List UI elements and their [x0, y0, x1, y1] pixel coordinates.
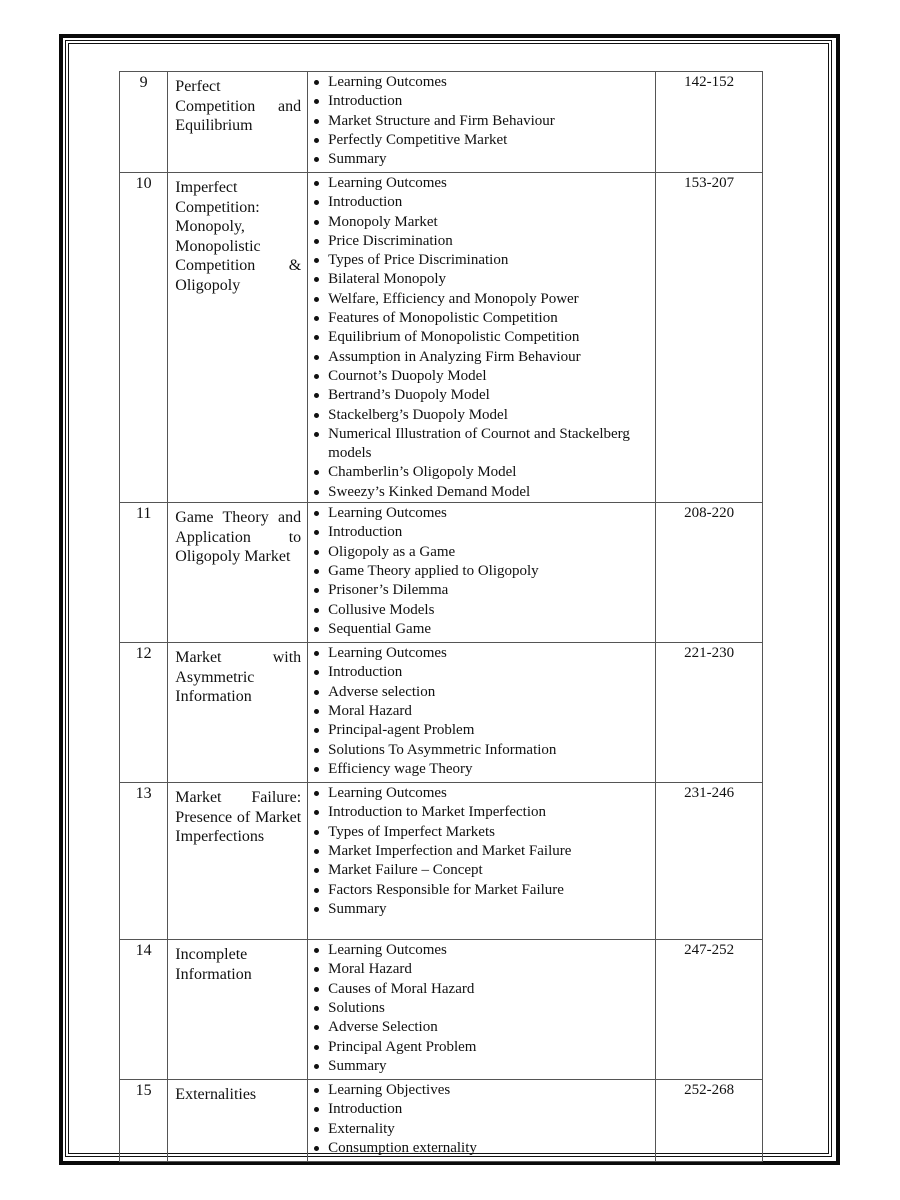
- topic-text: Principal Agent Problem: [328, 1038, 477, 1055]
- topic-text: Collusive Models: [328, 601, 435, 618]
- topic-item: [308, 823, 651, 842]
- topics-cell: [308, 783, 656, 940]
- topic-item: [308, 270, 651, 289]
- topic-text: Market Imperfection and Market Failure: [328, 842, 572, 859]
- bullet-icon: [314, 868, 319, 873]
- table-of-contents: [119, 71, 763, 1162]
- bullet-icon: [314, 728, 319, 733]
- topics-cell: [308, 503, 656, 643]
- topic-text: Summary: [328, 900, 387, 917]
- topic-text: Learning Objectives: [328, 1082, 451, 1099]
- topic-text: Monopoly Market: [328, 213, 438, 230]
- bullet-icon: [314, 1064, 319, 1069]
- bullet-icon: [314, 670, 319, 675]
- topic-text: Learning Outcomes: [328, 74, 447, 90]
- topic-item: [308, 980, 651, 999]
- topic-item: [308, 1120, 651, 1139]
- bullet-icon: [314, 1006, 319, 1011]
- topic-item: [308, 463, 651, 482]
- topic-text: Sequential Game: [328, 620, 432, 637]
- topic-text: Introduction: [328, 194, 403, 211]
- page-range: 208-220: [656, 503, 763, 643]
- bullet-icon: [314, 569, 319, 574]
- topic-list: [308, 643, 655, 779]
- topic-item: [308, 73, 651, 92]
- topic-text: Efficiency wage Theory: [328, 760, 473, 777]
- topic-text: Bilateral Monopoly: [328, 271, 447, 288]
- topic-item: [308, 881, 651, 900]
- topics-cell: [308, 72, 656, 173]
- topic-item: [308, 581, 651, 600]
- topic-item: [308, 900, 651, 919]
- bullet-icon: [314, 470, 319, 475]
- topic-text: Stackelberg’s Duopoly Model: [328, 406, 508, 423]
- bullet-icon: [314, 830, 319, 835]
- unit-number: 15: [120, 1080, 168, 1162]
- bullet-icon: [314, 239, 319, 244]
- bullet-icon: [314, 316, 319, 321]
- unit-number: 10: [120, 173, 168, 503]
- bullet-icon: [314, 1146, 319, 1151]
- topics-cell: [308, 940, 656, 1080]
- topic-text: Factors Responsible for Market Failure: [328, 881, 564, 898]
- bullet-icon: [314, 627, 319, 632]
- bullet-icon: [314, 220, 319, 225]
- bullet-icon: [314, 490, 319, 495]
- unit-title: Incomplete Information: [175, 946, 252, 983]
- topic-item: [308, 999, 651, 1018]
- bullet-icon: [314, 277, 319, 282]
- topic-item: [308, 232, 651, 251]
- topic-text: Moral Hazard: [328, 961, 412, 978]
- unit-title-cell: [168, 503, 308, 643]
- topic-item: [308, 543, 651, 562]
- topic-item: [308, 483, 651, 502]
- topic-text: Learning Outcomes: [328, 942, 447, 959]
- bullet-icon: [314, 119, 319, 124]
- topic-item: [308, 251, 651, 270]
- unit-number: 13: [120, 783, 168, 940]
- bullet-icon: [314, 432, 319, 437]
- topics-cell: [308, 1080, 656, 1162]
- bullet-icon: [314, 967, 319, 972]
- unit-title: Imperfect Competition: Monopoly, Monopolistic Competition & Oligopoly: [175, 179, 302, 294]
- bullet-icon: [314, 393, 319, 398]
- topic-text: Adverse Selection: [328, 1019, 438, 1036]
- topic-text: Learning Outcomes: [328, 645, 447, 662]
- topic-item: [308, 1018, 651, 1037]
- bullet-icon: [314, 1107, 319, 1112]
- bullet-icon: [314, 355, 319, 360]
- topic-text: Perfectly Competitive Market: [328, 131, 508, 148]
- bullet-icon: [314, 791, 319, 796]
- topic-item: [308, 504, 651, 523]
- unit-title-cell: [168, 173, 308, 503]
- topic-item: [308, 702, 651, 721]
- bullet-icon: [314, 608, 319, 613]
- topic-item: [308, 941, 651, 960]
- unit-title: Game Theory and Application to Oligopoly Market: [175, 509, 302, 566]
- topic-text: Solutions To Asymmetric Information: [328, 741, 557, 758]
- bullet-icon: [314, 80, 319, 85]
- topic-item: [308, 663, 651, 682]
- unit-number: 9: [120, 72, 168, 173]
- topic-text: Moral Hazard: [328, 702, 412, 719]
- bullet-icon: [314, 987, 319, 992]
- topic-item: [308, 562, 651, 581]
- topic-item: [308, 386, 651, 405]
- bullet-icon: [314, 690, 319, 695]
- unit-number: 12: [120, 643, 168, 783]
- page-range: 142-152: [656, 72, 763, 173]
- topic-text: Learning Outcomes: [328, 175, 447, 191]
- topics-cell: [308, 173, 656, 503]
- bullet-icon: [314, 374, 319, 379]
- table-row: [120, 1080, 763, 1162]
- topic-item: [308, 1139, 651, 1158]
- topic-list: [308, 783, 655, 919]
- topic-text: Bertrand’s Duopoly Model: [328, 387, 490, 404]
- bullet-icon: [314, 767, 319, 772]
- topic-item: [308, 721, 651, 740]
- topic-text: Adverse selection: [328, 683, 436, 700]
- bullet-icon: [314, 709, 319, 714]
- bullet-icon: [314, 1045, 319, 1050]
- topic-text: Consumption externality: [328, 1139, 477, 1156]
- topic-item: [308, 683, 651, 702]
- bullet-icon: [314, 810, 319, 815]
- table-row: [120, 173, 763, 503]
- table-row: [120, 503, 763, 643]
- unit-title: Perfect Competition and Equilibrium: [175, 78, 302, 135]
- bullet-icon: [314, 413, 319, 418]
- topic-text: Causes of Moral Hazard: [328, 980, 475, 997]
- topic-text: Welfare, Efficiency and Monopoly Power: [328, 290, 579, 307]
- topic-item: [308, 760, 651, 779]
- topic-text: Summary: [328, 151, 387, 168]
- bullet-icon: [314, 157, 319, 162]
- topic-item: [308, 328, 651, 347]
- topic-item: [308, 803, 651, 822]
- topic-list: [308, 503, 655, 639]
- topic-text: Solutions: [328, 999, 385, 1016]
- bullet-icon: [314, 200, 319, 205]
- bullet-icon: [314, 138, 319, 143]
- unit-title: Market Failure: Presence of Market Imperfections: [175, 789, 302, 846]
- topic-text: Chamberlin’s Oligopoly Model: [328, 464, 517, 481]
- topic-text: Learning Outcomes: [328, 785, 447, 802]
- bullet-icon: [314, 297, 319, 302]
- topic-text: Introduction: [328, 1101, 403, 1118]
- topic-list: [308, 72, 655, 169]
- table-row: [120, 643, 763, 783]
- topic-text: Equilibrium of Monopolistic Competition: [328, 329, 580, 346]
- bullet-icon: [314, 258, 319, 263]
- topic-text: Sweezy’s Kinked Demand Model: [328, 483, 531, 500]
- page-range: 221-230: [656, 643, 763, 783]
- topic-item: [308, 842, 651, 861]
- topic-list: [308, 1080, 655, 1158]
- topic-item: [308, 1100, 651, 1119]
- topic-item: [308, 741, 651, 760]
- topic-item: [308, 523, 651, 542]
- bullet-icon: [314, 588, 319, 593]
- bullet-icon: [314, 335, 319, 340]
- bullet-icon: [314, 1127, 319, 1132]
- topic-text: Price Discrimination: [328, 232, 453, 249]
- topic-item: [308, 1081, 651, 1100]
- bullet-icon: [314, 530, 319, 535]
- topic-text: Numerical Illustration of Cournot and Stackelberg models: [328, 425, 630, 462]
- unit-title: Externalities: [175, 1086, 257, 1104]
- topic-text: Market Failure – Concept: [328, 862, 483, 879]
- topic-item: [308, 601, 651, 620]
- topic-item: [308, 367, 651, 386]
- bullet-icon: [314, 748, 319, 753]
- bullet-icon: [314, 948, 319, 953]
- page-range: 252-268: [656, 1080, 763, 1162]
- unit-number: 11: [120, 503, 168, 643]
- bullet-icon: [314, 907, 319, 912]
- table-row: [120, 940, 763, 1080]
- topic-item: [308, 290, 651, 309]
- page-range: 247-252: [656, 940, 763, 1080]
- bullet-icon: [314, 550, 319, 555]
- topic-item: [308, 620, 651, 639]
- table-row: [120, 72, 763, 173]
- topic-item: [308, 193, 651, 212]
- topic-item: [308, 131, 651, 150]
- table-row: [120, 783, 763, 940]
- topic-item: [308, 174, 651, 193]
- topic-item: [308, 784, 651, 803]
- topic-text: Introduction to Market Imperfection: [328, 804, 547, 821]
- toc-body: [120, 72, 763, 1162]
- topic-text: Externality: [328, 1120, 395, 1137]
- topic-item: [308, 213, 651, 232]
- topic-text: Types of Imperfect Markets: [328, 823, 495, 840]
- unit-title-cell: [168, 1080, 308, 1162]
- topic-text: Oligopoly as a Game: [328, 543, 456, 560]
- topic-list: [308, 173, 655, 502]
- topic-text: Cournot’s Duopoly Model: [328, 367, 487, 384]
- topic-item: [308, 92, 651, 111]
- topic-text: Summary: [328, 1057, 387, 1074]
- topic-text: Market Structure and Firm Behaviour: [328, 112, 555, 129]
- bullet-icon: [314, 99, 319, 104]
- topic-item: [308, 1038, 651, 1057]
- unit-title-cell: [168, 940, 308, 1080]
- topic-text: Types of Price Discrimination: [328, 252, 509, 269]
- unit-title-cell: [168, 72, 308, 173]
- topic-text: Introduction: [328, 93, 403, 110]
- topic-item: [308, 406, 651, 425]
- topic-item: [308, 309, 651, 328]
- topic-item: [308, 1057, 651, 1076]
- unit-number: 14: [120, 940, 168, 1080]
- bullet-icon: [314, 651, 319, 656]
- page-range: 153-207: [656, 173, 763, 503]
- topic-item: [308, 861, 651, 880]
- topic-item: [308, 960, 651, 979]
- topic-item: [308, 348, 651, 367]
- unit-title: Market with Asymmetric Information: [175, 649, 302, 706]
- topic-item: [308, 112, 651, 131]
- topics-cell: [308, 643, 656, 783]
- topic-item: [308, 425, 651, 464]
- unit-title-cell: [168, 783, 308, 940]
- topic-text: Introduction: [328, 524, 403, 541]
- topic-text: Introduction: [328, 664, 403, 681]
- bullet-icon: [314, 1025, 319, 1030]
- topic-list: [308, 940, 655, 1076]
- topic-text: Prisoner’s Dilemma: [328, 582, 449, 599]
- bullet-icon: [314, 181, 319, 186]
- page-range: 231-246: [656, 783, 763, 940]
- bullet-icon: [314, 1088, 319, 1093]
- topic-text: Learning Outcomes: [328, 505, 447, 522]
- topic-text: Assumption in Analyzing Firm Behaviour: [328, 348, 581, 365]
- topic-item: [308, 150, 651, 169]
- topic-text: Principal-agent Problem: [328, 722, 475, 739]
- bullet-icon: [314, 511, 319, 516]
- bullet-icon: [314, 888, 319, 893]
- bullet-icon: [314, 849, 319, 854]
- topic-text: Features of Monopolistic Competition: [328, 310, 558, 327]
- topic-item: [308, 644, 651, 663]
- unit-title-cell: [168, 643, 308, 783]
- topic-text: Game Theory applied to Oligopoly: [328, 562, 539, 579]
